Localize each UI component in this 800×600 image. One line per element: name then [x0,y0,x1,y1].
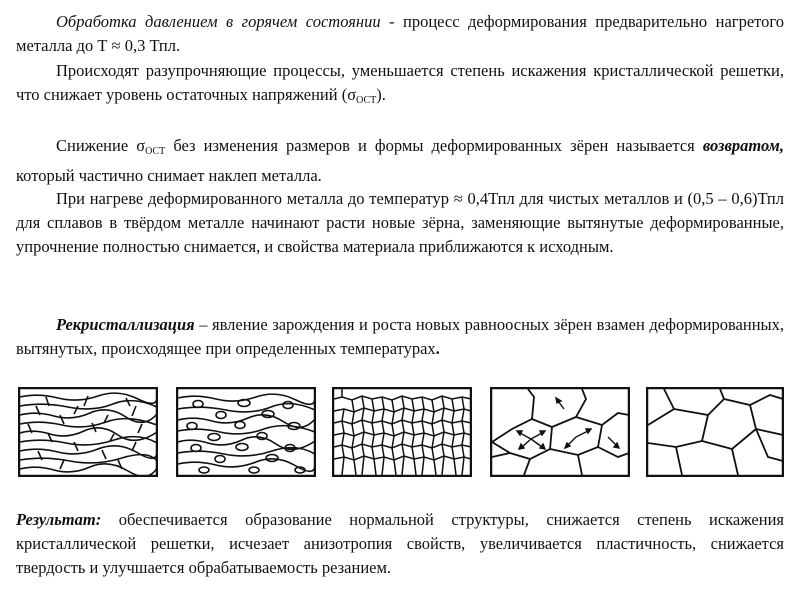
paragraph-recrystallization [16,313,784,361]
paragraph-heating [16,187,784,259]
panel-nucleation [176,387,316,477]
term-result: Результат: [16,510,102,529]
term-recrystallization: Рекристаллизация [56,315,195,334]
sigma-subscript: ОСТ [145,146,166,157]
recovery-text-c: который частично снимает наклеп металла. [16,166,322,185]
softening-end: ). [376,85,386,104]
recovery-text-a: Снижение σ [56,136,146,155]
result-text: обеспечивается образование нормальной структуры, снижается степень искажения кристаллической решетки, исчезает анизотропия свойств, увеличивается пластичность, снижается твердость и улучшается обрабатываемость резанием. [16,510,784,577]
recrystallization-end: . [435,339,440,358]
recrystallization-definition: – явление зарождения и роста новых равноосных зёрен взамен деформированных, вытянутых, происходящее при определенных температурах [16,315,784,358]
sigma-subscript: ОСТ [356,95,377,106]
heating-text: При нагреве деформированного металла до температур ≈ 0,4Тпл для чистых металлов и (0,5 – 0,6)Тпл для сплавов в твёрдом металле начинают расти новые зёрна, заменяющие вытянутые деформированные, упрочнение полностью снимается, и свойства материала приближаются к исходным. [16,189,784,256]
softening-text: Происходят разупрочняющие процессы, уменьшается степень искажения кристаллической решетки, что снижает уровень остаточных напряжений (σ [16,61,784,104]
paragraph-softening [16,59,784,113]
term-hot-working: Обработка давлением в горячем состоянии [56,12,381,31]
hot-working-definition: - процесс деформирования предварительно нагретого металла до Т ≈ 0,3 Тпл. [16,12,784,55]
panel-coarse-grains [646,387,784,477]
panel-grain-growth [490,387,630,477]
recovery-text-b: без изменения размеров и формы деформированных зёрен называется [165,136,703,155]
panel-deformed-grains [18,387,158,477]
paragraph-result [16,508,784,580]
panel-fine-grains [332,387,472,477]
paragraph-recovery [16,134,784,188]
term-recovery: возвратом, [702,136,784,155]
paragraph-hot-working [16,10,784,58]
recrystallization-figure [16,387,784,477]
